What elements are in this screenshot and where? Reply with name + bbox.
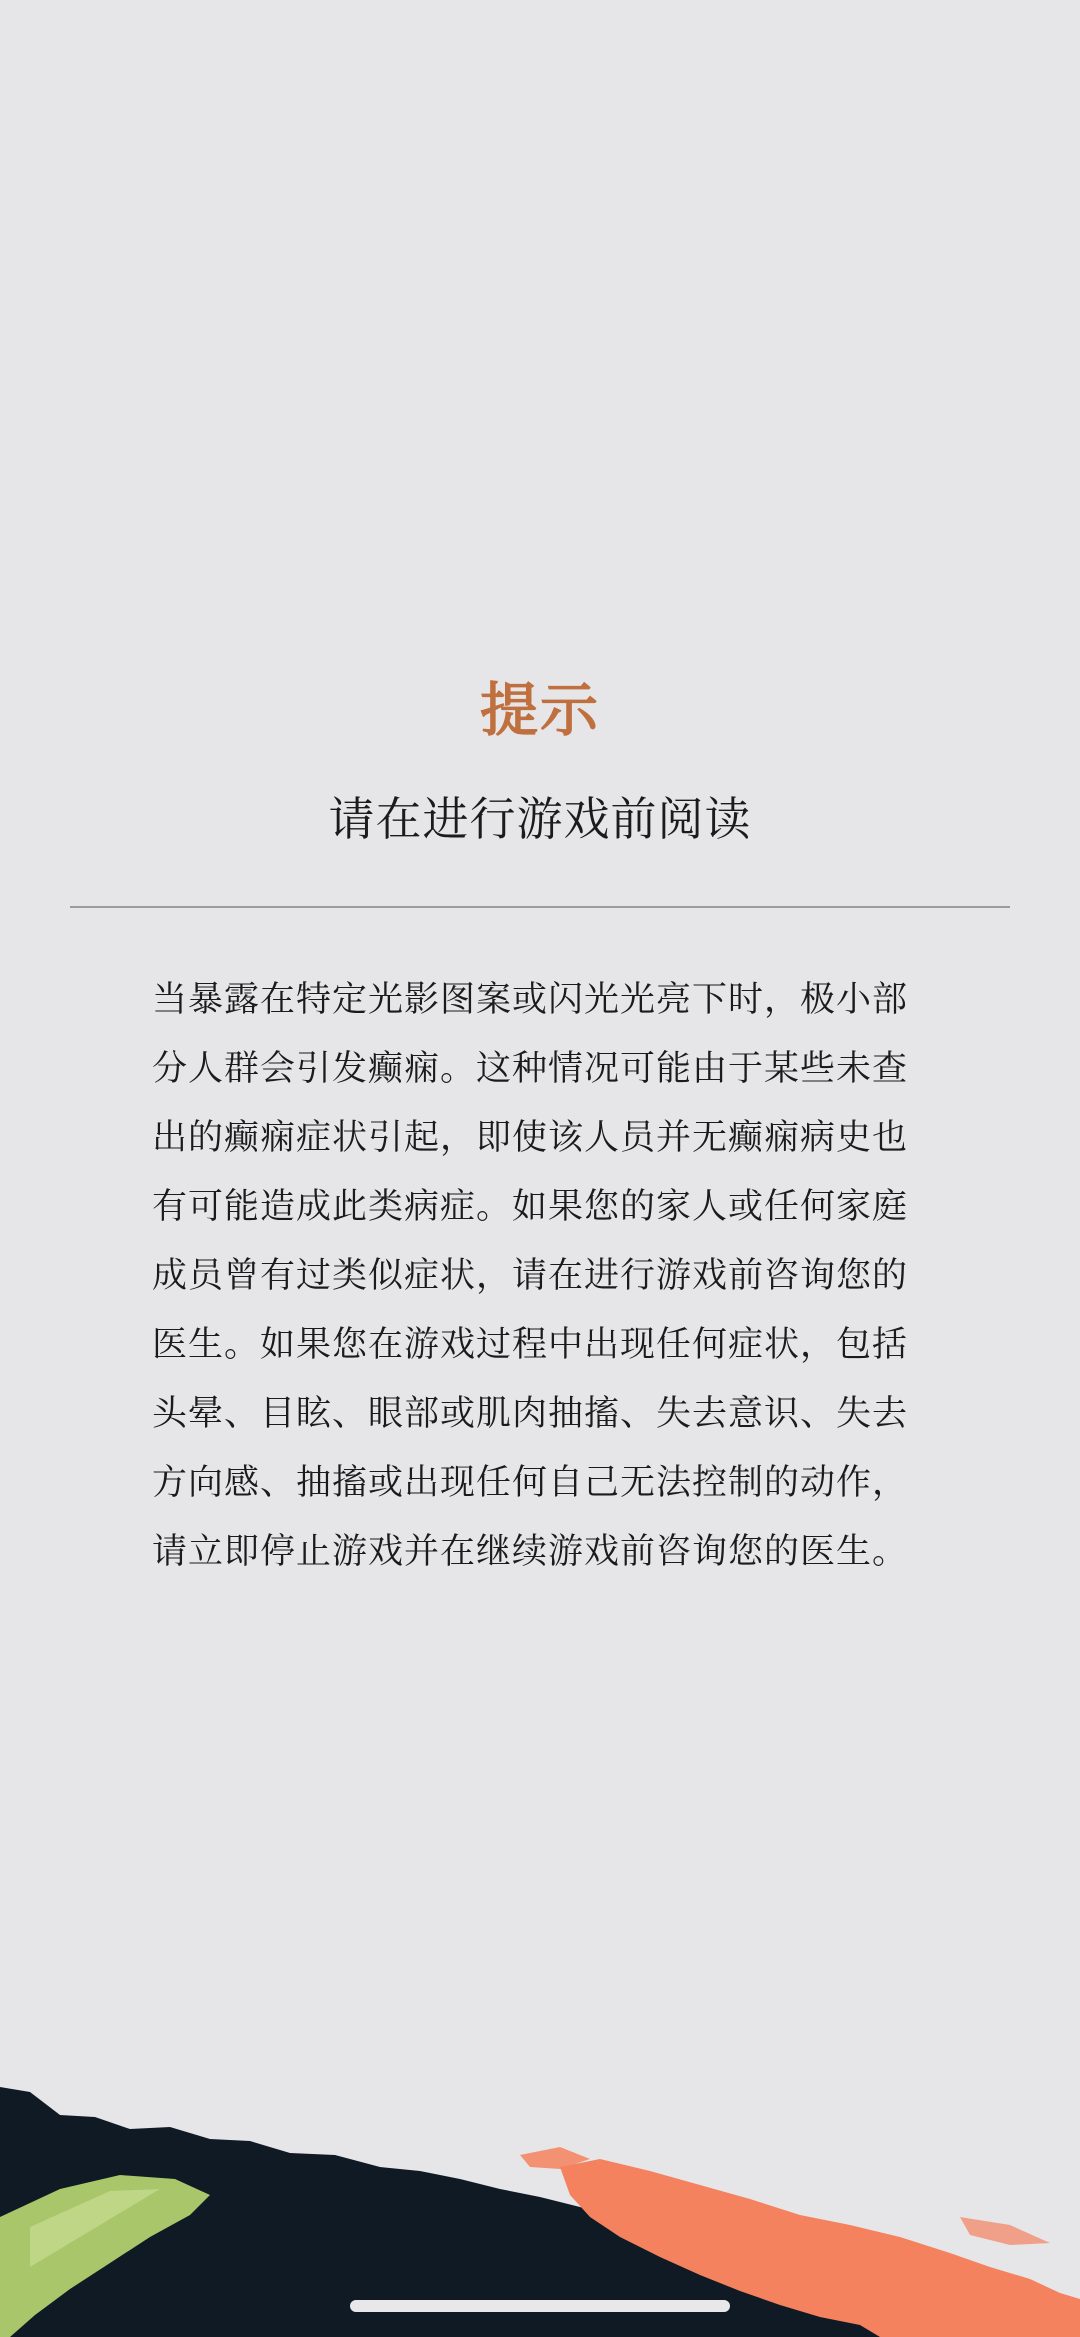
notice-body-line: 成员曾有过类似症状，请在进行游戏前咨询您的 xyxy=(152,1256,909,1296)
notice-body-line: 分人群会引发癫痫。这种情况可能由于某些未查 xyxy=(152,1049,909,1089)
notice-body-line: 头晕、目眩、眼部或肌肉抽搐、失去意识、失去 xyxy=(152,1394,909,1434)
notice-title: 提示 xyxy=(479,676,600,744)
notice-body xyxy=(152,966,942,1587)
notice-subtitle: 请在进行游戏前阅读 xyxy=(328,792,752,846)
notice-body-line: 当暴露在特定光影图案或闪光光亮下时，极小部 xyxy=(152,980,909,1020)
orange-brush-speck xyxy=(960,2217,1050,2245)
home-indicator[interactable] xyxy=(350,2300,730,2312)
notice-body-line: 有可能造成此类病症。如果您的家人或任何家庭 xyxy=(152,1187,909,1227)
notice-body-line: 出的癫痫症状引起，即使该人员并无癫痫病史也 xyxy=(152,1118,909,1158)
notice-body-line: 医生。如果您在游戏过程中出现任何症状，包括 xyxy=(152,1325,909,1365)
notice-body-line: 方向感、抽搐或出现任何自己无法控制的动作， xyxy=(152,1463,909,1503)
notice-body-line: 请立即停止游戏并在继续游戏前咨询您的医生。 xyxy=(152,1532,909,1572)
divider xyxy=(70,906,1010,908)
brush-stroke-footer-art xyxy=(0,2067,1080,2337)
